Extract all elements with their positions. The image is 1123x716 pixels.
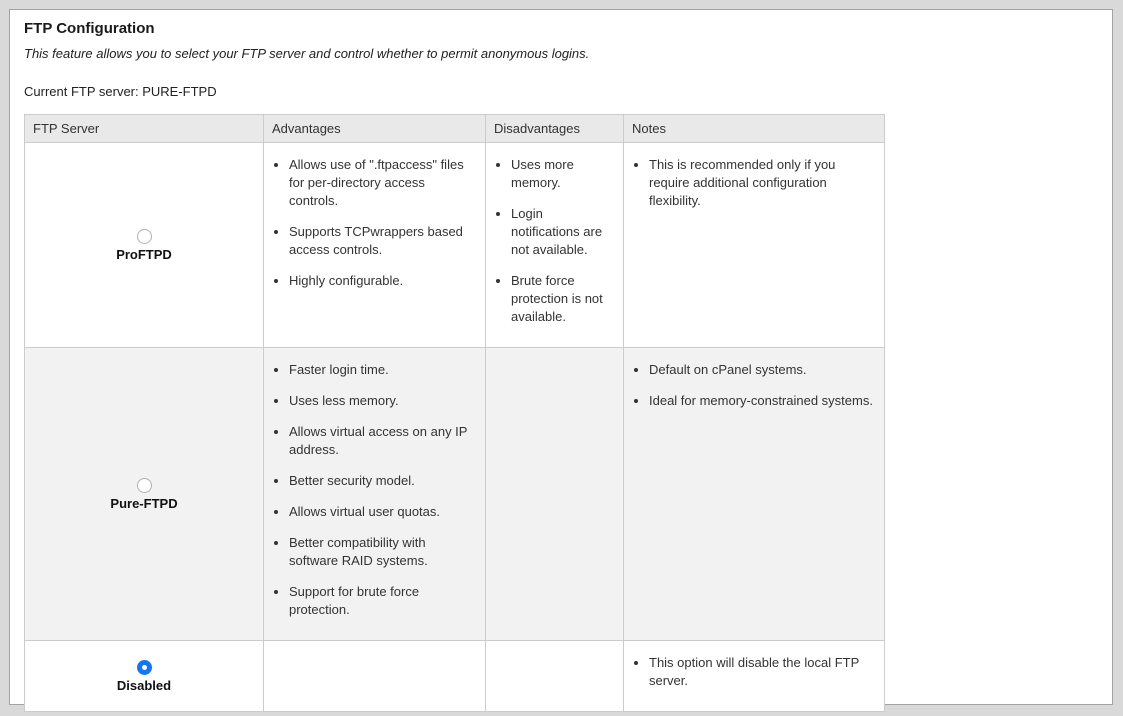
list-item: • Brute force protection is not available. bbox=[511, 272, 615, 326]
ftp-server-cell bbox=[25, 348, 264, 641]
advantages-cell bbox=[264, 348, 486, 641]
list-item: • Support for brute force protection. bbox=[289, 583, 477, 619]
list-item: • Highly configurable. bbox=[289, 272, 477, 290]
advantages-cell bbox=[264, 641, 486, 712]
ftp-server-cell bbox=[25, 143, 264, 348]
list-item: • Faster login time. bbox=[289, 361, 477, 379]
table-row bbox=[25, 143, 885, 348]
table-header-row bbox=[25, 115, 885, 143]
notes-cell bbox=[624, 641, 885, 712]
list-item: • Allows virtual access on any IP address. bbox=[289, 423, 477, 459]
ftp-server-cell bbox=[25, 641, 264, 712]
table-row bbox=[25, 641, 885, 712]
list-item: • This option will disable the local FTP server. bbox=[649, 654, 876, 690]
notes-list bbox=[628, 654, 876, 690]
list-item: • Login notifications are not available. bbox=[511, 205, 615, 259]
list-item: • Default on cPanel systems. bbox=[649, 361, 876, 379]
list-item: • Uses more memory. bbox=[511, 156, 615, 192]
notes-list bbox=[628, 156, 876, 210]
column-header-ftp-server: FTP Server bbox=[25, 115, 264, 143]
content-panel bbox=[9, 9, 1113, 705]
advantages-list bbox=[268, 361, 477, 619]
list-item: • Ideal for memory-constrained systems. bbox=[649, 392, 876, 410]
notes-cell bbox=[624, 348, 885, 641]
column-header-notes: Notes bbox=[624, 115, 885, 143]
ftp-server-name: Pure-FTPD bbox=[110, 496, 178, 512]
list-item: • Allows use of ".ftpaccess" files for per-directory access controls. bbox=[289, 156, 477, 210]
advantages-cell bbox=[264, 143, 486, 348]
list-item: • Uses less memory. bbox=[289, 392, 477, 410]
ftp-server-radio[interactable] bbox=[137, 478, 152, 493]
column-header-advantages: Advantages bbox=[264, 115, 486, 143]
list-item: • Allows virtual user quotas. bbox=[289, 503, 477, 521]
disadvantages-cell bbox=[486, 641, 624, 712]
disadvantages-cell bbox=[486, 348, 624, 641]
ftp-server-name: ProFTPD bbox=[116, 247, 172, 263]
notes-list bbox=[628, 361, 876, 410]
current-ftp-server-status: Current FTP server: PURE-FTPD bbox=[24, 84, 217, 99]
page-title: FTP Configuration bbox=[24, 20, 155, 37]
list-item: • Better compatibility with software RAID systems. bbox=[289, 534, 477, 570]
list-item: • Supports TCPwrappers based access controls. bbox=[289, 223, 477, 259]
ftp-server-radio[interactable] bbox=[137, 229, 152, 244]
ftp-server-radio[interactable] bbox=[137, 660, 152, 675]
disadvantages-cell bbox=[486, 143, 624, 348]
page-subtitle: This feature allows you to select your FTP server and control whether to permit anonymous logins. bbox=[24, 46, 590, 61]
notes-cell bbox=[624, 143, 885, 348]
advantages-list bbox=[268, 156, 477, 290]
table-row bbox=[25, 348, 885, 641]
column-header-disadvantages: Disadvantages bbox=[486, 115, 624, 143]
list-item: • Better security model. bbox=[289, 472, 477, 490]
list-item: • This is recommended only if you require additional configuration flexibility. bbox=[649, 156, 876, 210]
ftp-server-comparison-table bbox=[24, 114, 885, 712]
disadvantages-list bbox=[490, 156, 615, 326]
ftp-server-name: Disabled bbox=[116, 678, 172, 694]
